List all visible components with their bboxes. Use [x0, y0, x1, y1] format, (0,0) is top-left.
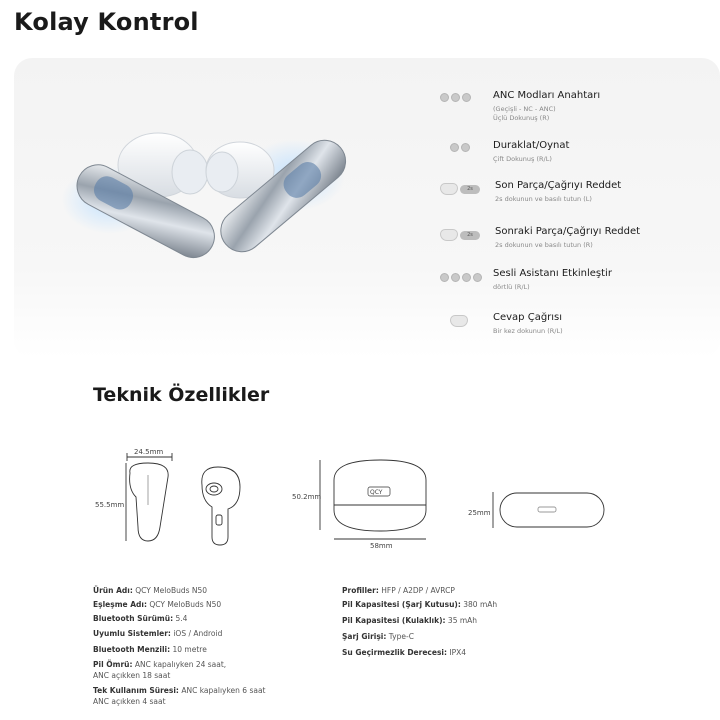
control-description: dörtlü (R/L) [493, 283, 530, 291]
case-width-label: 58mm [370, 542, 393, 550]
spec-bluetooth-range: Bluetooth Menzili: 10 metre [93, 645, 207, 654]
spec-pairing-name: Eşleşme Adı: QCY MeloBuds N50 [93, 600, 222, 609]
triple-tap-icon [440, 91, 471, 103]
earbud-front-drawing [126, 453, 172, 541]
control-label: Sesli Asistanı Etkinleştir [493, 268, 612, 279]
earbud-side-drawing [202, 467, 240, 545]
control-label: ANC Modları Anahtarı [493, 90, 601, 101]
earbud-height-label: 55.5mm [95, 501, 125, 509]
spec-profiles: Profiller: HFP / A2DP / AVRCP [342, 586, 455, 595]
control-label: Cevap Çağrısı [493, 312, 563, 323]
control-description: Üçlü Dokunuş (R) [493, 114, 550, 122]
spec-battery-life: Pil Ömrü: ANC kapalıyken 24 saat, ANC açıkken 18 saat [93, 660, 227, 680]
double-tap-icon [450, 141, 470, 153]
spec-single-use-time: Tek Kullanım Süresi: ANC kapalıyken 6 saat ANC açıkken 4 saat [93, 686, 266, 706]
spec-case-battery: Pil Kapasitesi (Şarj Kutusu): 380 mAh [342, 600, 498, 609]
earbuds-image [40, 130, 380, 300]
specs-title: Teknik Özellikler [93, 384, 270, 406]
control-description: 2s dokunun ve basılı tutun (L) [495, 195, 592, 203]
case-top-drawing [500, 493, 604, 527]
spec-bluetooth-version: Bluetooth Sürümü: 5.4 [93, 614, 188, 623]
case-logo: QCY [370, 489, 383, 496]
control-label: Son Parça/Çağrıyı Reddet [495, 180, 622, 191]
long-press-icon: 2s [440, 229, 480, 241]
control-description: Bir kez dokunun (R/L) [493, 327, 563, 335]
page-title: Kolay Kontrol [14, 8, 199, 36]
single-tap-icon [450, 315, 468, 327]
dimensions-diagram [90, 445, 650, 555]
control-description: 2s dokunun ve basılı tutun (R) [495, 241, 593, 249]
control-description: Çift Dokunuş (R/L) [493, 155, 552, 163]
spec-earbud-battery: Pil Kapasitesi (Kulaklık): 35 mAh [342, 616, 478, 625]
spec-product-name: Ürün Adı: QCY MeloBuds N50 [93, 586, 208, 595]
quad-tap-icon [440, 271, 482, 283]
spec-charging-input: Şarj Girişi: Type-C [342, 632, 414, 641]
long-press-icon: 2s [440, 183, 480, 195]
control-label: Duraklat/Oynat [493, 140, 570, 151]
control-label: Sonraki Parça/Çağrıyı Reddet [495, 226, 641, 237]
control-description: (Geçişli - NC - ANC) [493, 105, 556, 113]
case-depth-label: 25mm [468, 509, 491, 517]
spec-compatible-systems: Uyumlu Sistemler: iOS / Android [93, 629, 223, 638]
spec-water-resistance: Su Geçirmezlik Derecesi: IPX4 [342, 648, 467, 657]
earbud-width-label: 24.5mm [134, 448, 164, 456]
case-height-label: 50.2mm [292, 493, 322, 501]
